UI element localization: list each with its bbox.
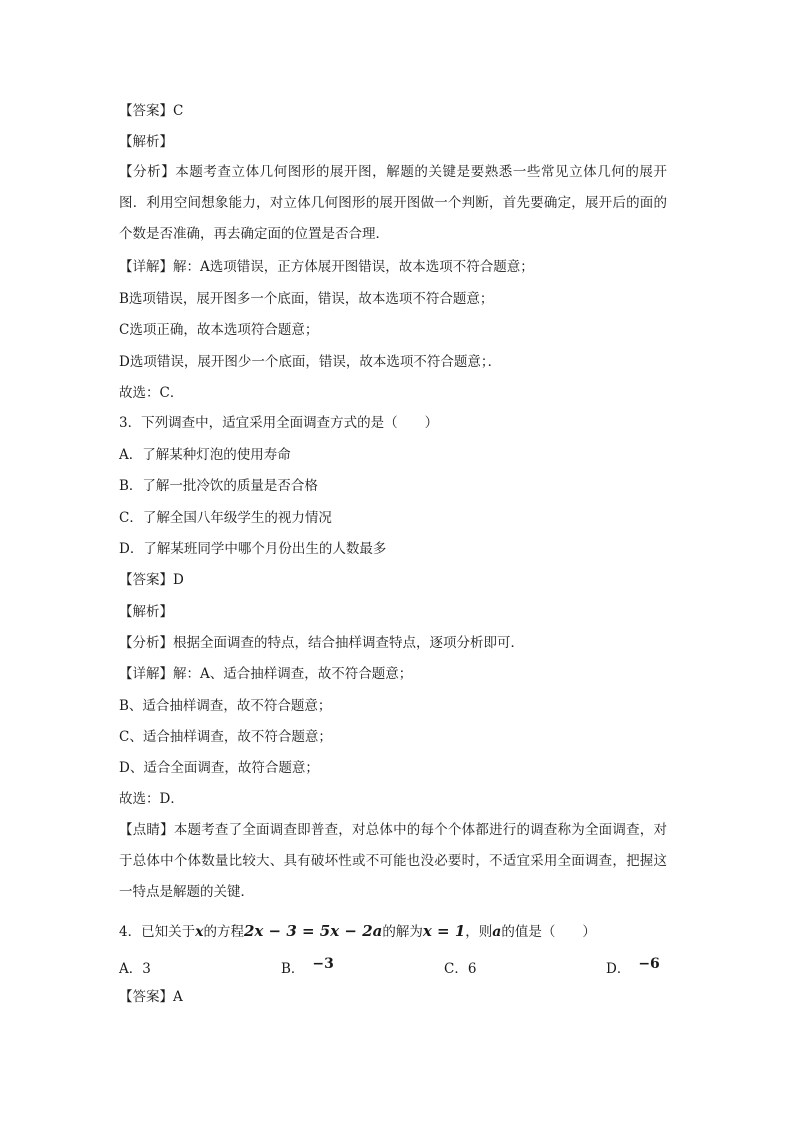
- q3-option-b: B．了解一批冷饮的质量是否合格: [119, 478, 318, 494]
- q4-stem-mid1: 的方程: [203, 924, 244, 940]
- q4-option-d-value: −6: [638, 956, 660, 972]
- q3-stem: 3．下列调查中，适宜采用全面调查方式的是（ ）: [119, 415, 439, 431]
- q3-detail-4: D、适合全面调查，故符合题意；: [119, 760, 319, 776]
- q4-stem-prefix: 4．已知关于: [119, 924, 196, 940]
- q4-option-a: [119, 959, 151, 979]
- q4-stem-suffix: 的值是（ ）: [501, 924, 596, 940]
- q2-detail-1: 【详解】解：A选项错误，正方体展开图错误，故本选项不符合题意；: [119, 259, 534, 275]
- q3-option-c: C．了解全国八年级学生的视力情况: [119, 510, 332, 526]
- q3-answer: 【答案】D: [119, 572, 184, 588]
- q3-dianjing: 【点睛】本题考查了全面调查即普查，对总体中的每个个体都进行的调查称为全面调查，对于总体中个体数量比较大、具有破坏性或不可能也没必要时，不适宜采用全面调查，把握这一特点是解题的关键．: [119, 822, 667, 900]
- q4-answer: 【答案】A: [119, 989, 183, 1005]
- q3-detail-1: 【详解】解：A、适合抽样调查，故不符合题意；: [119, 666, 413, 682]
- q4-option-b-label: B．: [281, 961, 305, 977]
- q4-solution: x = 1: [422, 922, 466, 940]
- q4-option-c: [444, 959, 476, 979]
- q4-equation: 2x − 3 = 5x − 2a: [243, 922, 383, 940]
- q4-option-b: [281, 956, 334, 979]
- q3-detail-3: C、适合抽样调查，故不符合题意；: [119, 729, 332, 745]
- q3-option-a: A．了解某种灯泡的使用寿命: [119, 447, 291, 463]
- q4-stem-mid2: 的解为: [382, 924, 423, 940]
- q4-option-a-value: 3: [142, 961, 151, 977]
- q2-detail-3: C选项正确，故本选项符合题意；: [119, 322, 319, 338]
- q2-analysis-heading: 【解析】: [119, 134, 173, 150]
- q4-var-x: x: [195, 924, 204, 940]
- q2-answer: 【答案】C: [119, 103, 184, 119]
- q4-option-a-label: A．: [119, 961, 143, 977]
- q2-detail-4: D选项错误，展开图少一个底面，错误，故本选项不符合题意；．: [119, 354, 502, 370]
- q4-option-c-value: 6: [467, 961, 477, 977]
- q4-option-d: [606, 956, 660, 979]
- q4-option-b-value: −3: [312, 956, 334, 972]
- q2-choose: 故选：C．: [119, 385, 184, 401]
- q4-option-c-label: C．: [444, 961, 468, 977]
- q3-choose: 故选：D．: [119, 791, 184, 807]
- q3-analysis-heading: 【解析】: [119, 604, 173, 620]
- q4-stem-mid3: ，则: [465, 924, 493, 940]
- q4-option-d-label: D．: [606, 961, 631, 977]
- q3-option-d: D．了解某班同学中哪个月份出生的人数最多: [119, 541, 387, 557]
- q2-detail-2: B选项错误，展开图多一个底面，错误，故本选项不符合题意；: [119, 291, 494, 307]
- q3-fenxi: 【分析】根据全面调查的特点，结合抽样调查特点，逐项分析即可．: [119, 635, 524, 651]
- q3-detail-2: B、适合抽样调查，故不符合题意；: [119, 698, 332, 714]
- q4-var-a: a: [492, 924, 502, 940]
- q4-stem: [119, 921, 596, 942]
- q2-fenxi: 【分析】本题考查立体几何图形的展开图，解题的关键是要熟悉一些常见立体几何的展开图．利用空间想象能力，对立体几何图形的展开图做一个判断，首先要确定，展开后的面的个数是否准确，再去确定面的位置是否合理．: [119, 164, 667, 242]
